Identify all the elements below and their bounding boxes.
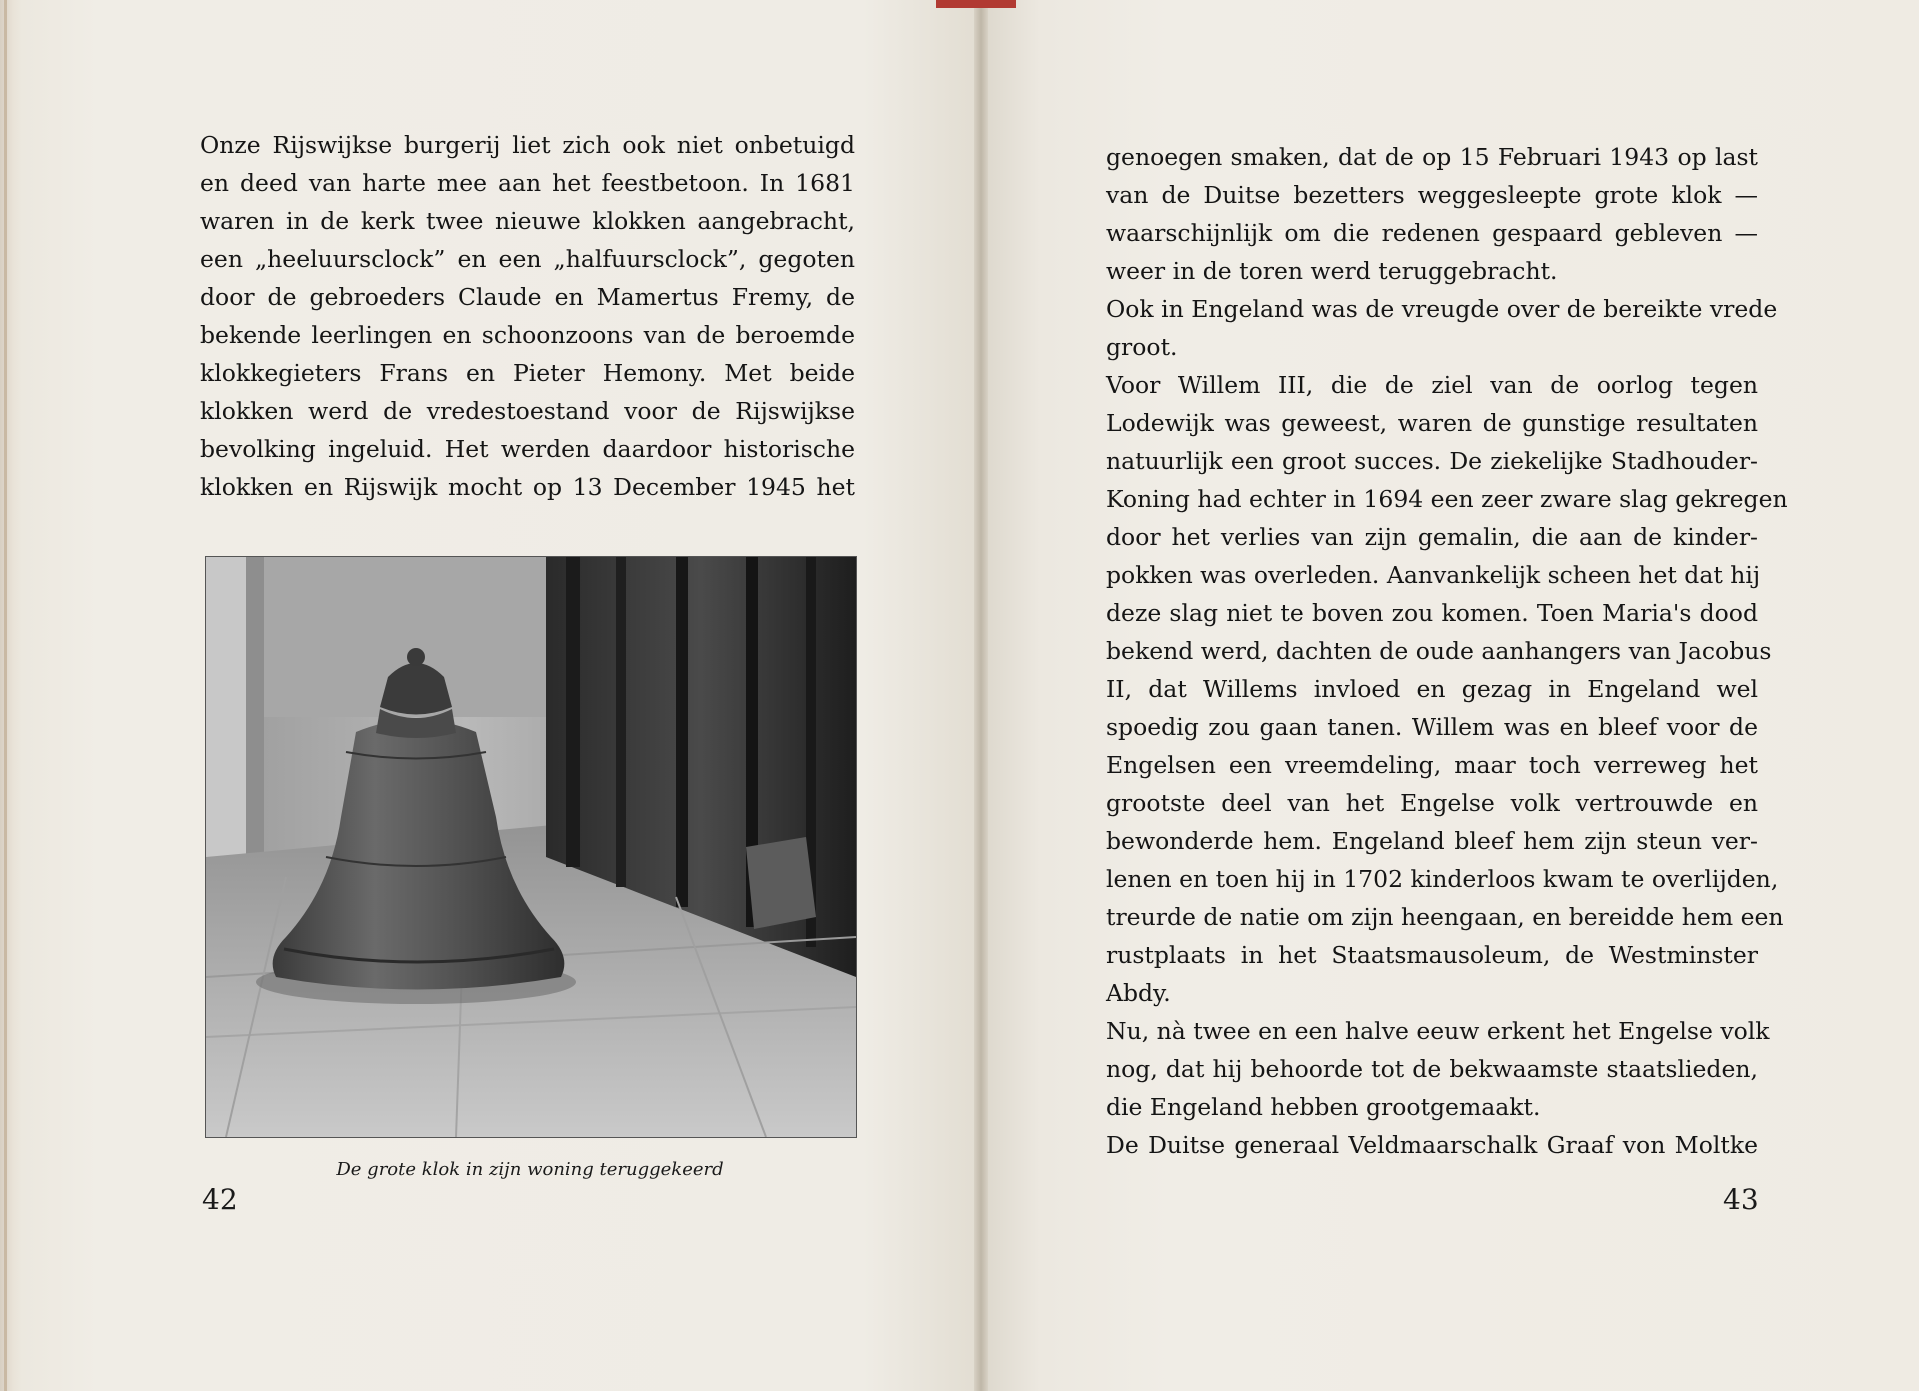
binding-tape [936,0,1016,8]
text-line: De Duitse generaal Veldmaarschalk Graaf von Moltke [1106,1131,1758,1159]
text-line: nog, dat hij behoorde tot de bekwaamste staatslieden, [1106,1055,1758,1083]
text-line: bevolking ingeluid. Het werden daardoor historische [200,435,855,463]
text-line: en deed van harte mee aan het feestbetoon. In 1681 [200,169,855,197]
text-line: Nu, nà twee en een halve eeuw erkent het Engelse volk [1106,1017,1770,1045]
text-line: rustplaats in het Staatsmausoleum, de Westminster [1106,941,1758,969]
bell-photo-image [206,557,856,1137]
text-line: treurde de natie om zijn heengaan, en bereidde hem een [1106,903,1784,931]
text-line: bekende leerlingen en schoonzoons van de beroemde [200,321,855,349]
text-line: Onze Rijswijkse burgerij liet zich ook niet onbetuigd [200,131,855,159]
text-line: klokken en Rijswijk mocht op 13 December 1945 het [200,473,855,501]
text-line: een „heeluursclock” en een „halfuursclock”, gegoten [200,245,855,273]
page-number-right: 43 [1723,1183,1759,1216]
text-line: natuurlijk een groot succes. De ziekelijke Stadhouder- [1106,447,1758,475]
text-line: klokkegieters Frans en Pieter Hemony. Met beide [200,359,855,387]
text-line: waren in de kerk twee nieuwe klokken aangebracht, [200,207,855,235]
text-line: van de Duitse bezetters weggesleepte grote klok — [1106,181,1758,209]
text-line: pokken was overleden. Aanvankelijk scheen het dat hij [1106,561,1761,589]
text-line: lenen en toen hij in 1702 kinderloos kwam te overlijden, [1106,865,1779,893]
book-edge [0,0,22,1391]
book-gutter [974,0,988,1391]
text-line: bekend werd, dachten de oude aanhangers van Jacobus [1106,637,1772,665]
text-line: die Engeland hebben grootgemaakt. [1106,1093,1541,1121]
text-line: Engelsen een vreemdeling, maar toch verreweg het [1106,751,1758,779]
bell-photo [205,556,857,1138]
text-line: Abdy. [1106,979,1171,1007]
text-line: II, dat Willems invloed en gezag in Engeland wel [1106,675,1758,703]
text-line: Koning had echter in 1694 een zeer zware slag gekregen [1106,485,1788,513]
right-body-text [1106,138,1788,1164]
text-line: deze slag niet te boven zou komen. Toen Maria's dood [1106,599,1758,627]
text-line: Voor Willem III, die de ziel van de oorlog tegen [1106,371,1758,399]
left-body-text [200,126,855,506]
text-line: door het verlies van zijn gemalin, die aan de kinder- [1106,523,1758,551]
text-line: waarschijnlijk om die redenen gespaard gebleven — [1106,219,1758,247]
text-line: Ook in Engeland was de vreugde over de bereikte vrede [1106,295,1778,323]
text-line: door de gebroeders Claude en Mamertus Fremy, de [200,283,855,311]
text-line: spoedig zou gaan tanen. Willem was en bleef voor de [1106,713,1758,741]
text-line: grootste deel van het Engelse volk vertrouwde en [1106,789,1758,817]
text-line: bewonderde hem. Engeland bleef hem zijn steun ver- [1106,827,1758,855]
page-number-left: 42 [202,1183,238,1216]
text-line: klokken werd de vredestoestand voor de Rijswijkse [200,397,855,425]
text-line: weer in de toren werd teruggebracht. [1106,257,1558,285]
text-line: groot. [1106,333,1178,361]
text-line: genoegen smaken, dat de op 15 Februari 1943 op last [1106,143,1758,171]
text-line: Lodewijk was geweest, waren de gunstige resultaten [1106,409,1758,437]
photo-caption: De grote klok in zijn woning teruggekeerd [336,1159,724,1180]
